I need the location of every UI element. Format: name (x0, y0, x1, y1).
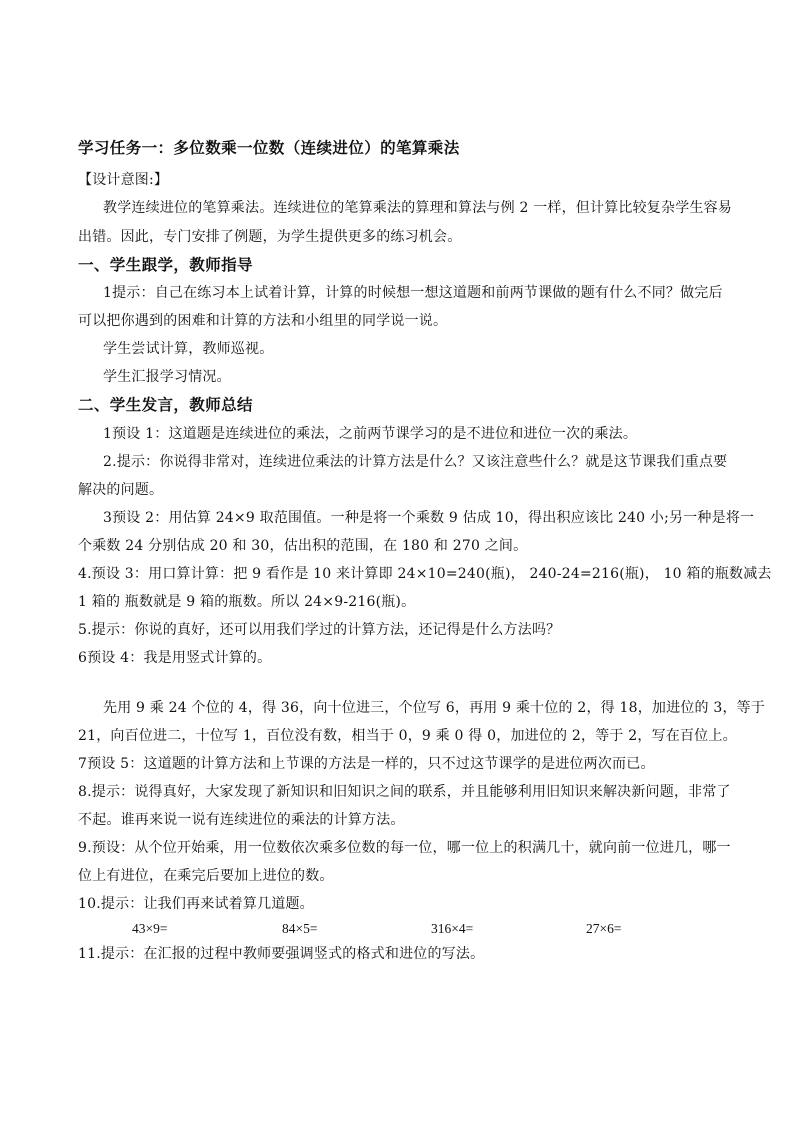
paragraph-line: 解决的问题。 (78, 482, 164, 498)
paragraph-line: 7预设 5：这道题的计算方法和上节课的方法是一样的，只不过这节课学的是进位两次而已。 (78, 756, 655, 772)
design-intent-label: 【设计意图:】 (78, 172, 169, 188)
paragraph-line: 10.提示：让我们再来试着算几道题。 (78, 896, 314, 912)
paragraph-line: 21，向百位进二，十位写 1，百位没有数，相当于 0，9 乘 0 得 0，加进位的 2，等于 2，写在百位上。 (78, 728, 737, 744)
paragraph-line: 1 箱的 瓶数就是 9 箱的瓶数。所以 24×9-216(瓶)。 (78, 594, 416, 610)
paragraph-line: 可以把你遇到的困难和计算的方法和小组里的同学说一说。 (78, 313, 448, 329)
paragraph-line: 11.提示：在汇报的过程中教师要强调竖式的格式和进位的写法。 (78, 946, 485, 962)
page-title: 学习任务一：多位数乘一位数（连续进位）的笔算乘法 (78, 138, 460, 157)
paragraph-line: 学生尝试计算，教师巡视。 (103, 341, 274, 357)
paragraph-line: 学生汇报学习情况。 (103, 369, 231, 385)
paragraph-line: 教学连续进位的笔算乘法。连续进位的笔算乘法的算理和算法与例 2 一样，但计算比较复杂学生容易 (103, 200, 733, 216)
paragraph-line: 个乘数 24 分别估成 20 和 30，估出积的范围，在 180 和 270 之间。 (78, 538, 528, 554)
paragraph-line: 2.提示：你说得非常对，连续进位乘法的计算方法是什么？又该注意些什么？就是这节课我们重点要 (103, 454, 728, 470)
section-heading-1: 一、学生跟学，教师指导 (78, 255, 253, 274)
paragraph-line: 3预设 2：用估算 24×9 取范围值。一种是将一个乘数 9 估成 10，得出积应该比 240 小;另一种是将一 (103, 510, 755, 526)
paragraph-line: 4.预设 3：用口算计算：把 9 看作是 10 来计算即 24×10=240(瓶)， 240-24=216(瓶)， 10 箱的瓶数减去 (78, 566, 772, 582)
paragraph-line: 9.预设：从个位开始乘，用一位数依次乘多位数的每一位，哪一位上的积满几十，就向前一位进几，哪一 (78, 840, 731, 856)
paragraph-line: 1提示：自己在练习本上试着计算，计算的时候想一想这道题和前两节课做的题有什么不同？做完后 (103, 285, 723, 301)
exercise-item: 316×4= (431, 921, 474, 936)
paragraph-line: 不起。谁再来说一说有连续进位的乘法的计算方法。 (78, 812, 405, 828)
paragraph-line: 6预设 4：我是用竖式计算的。 (78, 650, 272, 666)
paragraph-line: 出错。因此，专门安排了例题，为学生提供更多的练习机会。 (78, 229, 462, 245)
exercise-item: 43×9= (132, 921, 168, 936)
paragraph-line: 5.提示：你说的真好，还可以用我们学过的计算方法，还记得是什么方法吗？ (78, 622, 561, 638)
section-heading-2: 二、学生发言，教师总结 (78, 395, 253, 414)
paragraph-line: 位上有进位，在乘完后要加上进位的数。 (78, 868, 334, 884)
paragraph-line: 先用 9 乘 24 个位的 4，得 36，向十位进三，个位写 6，再用 9 乘十位的 2，得 18，加进位的 3，等于 (103, 700, 766, 716)
exercise-item: 27×6= (586, 921, 622, 936)
paragraph-line: 1预设 1：这道题是连续进位的乘法，之前两节课学习的是不进位和进位一次的乘法。 (103, 426, 638, 442)
paragraph-line: 8.提示：说得真好，大家发现了新知识和旧知识之间的联系，并且能够利用旧知识来解决新问题，非常了 (78, 784, 731, 800)
exercise-item: 84×5= (282, 921, 318, 936)
